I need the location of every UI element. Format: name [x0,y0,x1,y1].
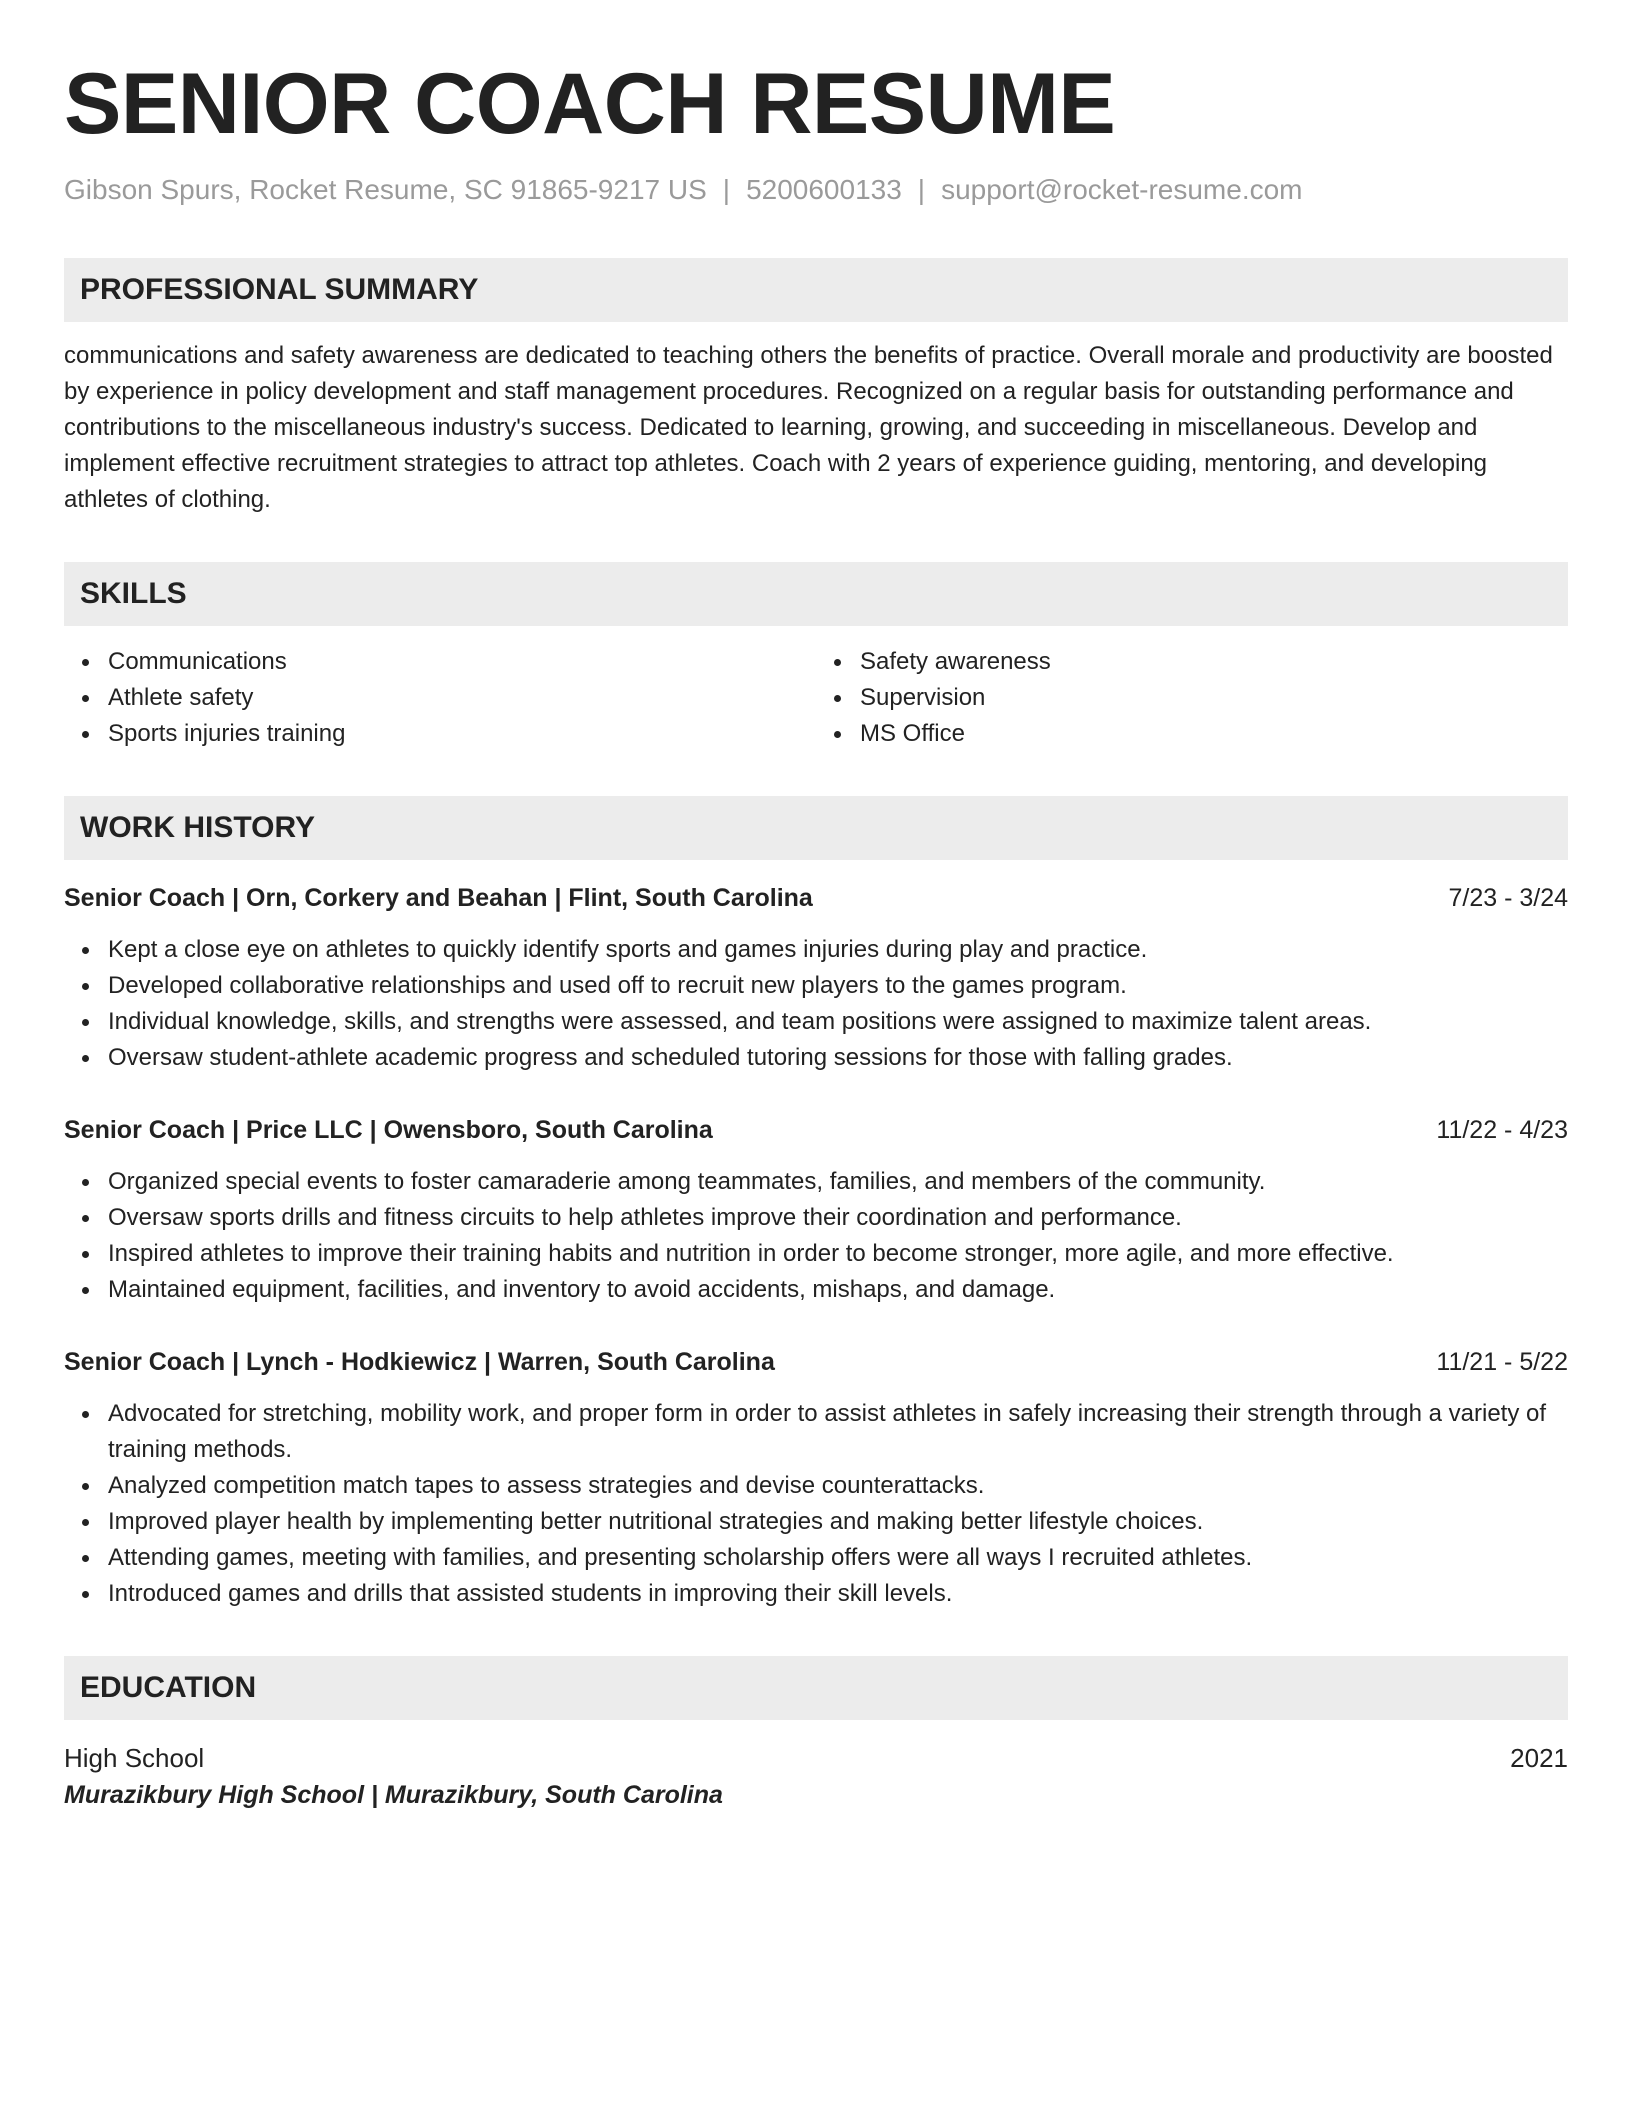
education-entry [64,1740,1568,1814]
job-title: Senior Coach | Price LLC | Owensboro, South Carolina [64,1116,713,1144]
education-section [64,1656,1568,1814]
job-dates: 11/22 - 4/23 [1436,1116,1568,1144]
skills-list [64,644,1568,752]
job-bullet: Introduced games and drills that assisted students in improving their skill levels. [108,1576,1568,1612]
job-bullet: Oversaw student-athlete academic progress and scheduled tutoring sessions for those with falling grades. [108,1040,1568,1076]
job-bullet: Individual knowledge, skills, and strengths were assessed, and team positions were assigned to maximize talent areas. [108,1004,1568,1040]
education-school: Murazikbury High School | Murazikbury, South Carolina [64,1781,723,1809]
skill-item: Athlete safety [108,680,816,716]
job-bullet: Kept a close eye on athletes to quickly identify sports and games injuries during play and practice. [108,932,1568,968]
job-bullet: Analyzed competition match tapes to assess strategies and devise counterattacks. [108,1468,1568,1504]
contact-phone: 5200600133 [746,174,902,205]
job-bullet: Advocated for stretching, mobility work, and proper form in order to assist athletes in safely increasing their strength through a variety of training methods. [108,1396,1568,1468]
education-heading: EDUCATION [64,1656,1568,1720]
skills-column-left [64,644,816,752]
skill-item: MS Office [860,716,1568,752]
skills-column-right [816,644,1568,752]
job-bullet: Improved player health by implementing better nutritional strategies and making better lifestyle choices. [108,1504,1568,1540]
work-history-section [64,796,1568,1612]
job-dates: 7/23 - 3/24 [1448,884,1568,912]
job-title: Senior Coach | Lynch - Hodkiewicz | Warren, South Carolina [64,1348,775,1376]
education-degree: High School [64,1743,205,1773]
skill-item: Safety awareness [860,644,1568,680]
work-history-heading: WORK HISTORY [64,796,1568,860]
job-entry [64,1112,1568,1308]
summary-section [64,258,1568,518]
job-header [64,1112,1568,1148]
job-bullet: Inspired athletes to improve their training habits and nutrition in order to become stronger, more agile, and more effective. [108,1236,1568,1272]
job-bullet: Organized special events to foster camaraderie among teammates, families, and members of the community. [108,1164,1568,1200]
skill-item: Communications [108,644,816,680]
summary-heading: PROFESSIONAL SUMMARY [64,258,1568,322]
page-title: SENIOR COACH RESUME [64,56,1116,152]
education-year: 2021 [1510,1743,1568,1773]
contact-line [64,172,1568,208]
job-bullet: Oversaw sports drills and fitness circuits to help athletes improve their coordination and performance. [108,1200,1568,1236]
job-bullet: Attending games, meeting with families, and presenting scholarship offers were all ways I recruited athletes. [108,1540,1568,1576]
skills-section [64,562,1568,752]
job-title: Senior Coach | Orn, Corkery and Beahan | Flint, South Carolina [64,884,813,912]
contact-email: support@rocket-resume.com [941,174,1303,205]
contact-separator: | [917,174,926,205]
education-header [64,1740,1568,1776]
skill-item: Supervision [860,680,1568,716]
job-header [64,880,1568,916]
job-bullet: Maintained equipment, facilities, and inventory to avoid accidents, mishaps, and damage. [108,1272,1568,1308]
job-entry [64,880,1568,1076]
job-bullets [64,1396,1568,1612]
summary-text: communications and safety awareness are dedicated to teaching others the benefits of practice. Overall morale and productivity are boosted by experience in policy development and staff management procedures. Recognized on a regular basis for outstanding performance and contributions to the miscellaneous industry's success. Dedicated to learning, growing, and succeeding in miscellaneous. Develop and implement effective recruitment strategies to attract top athletes. Coach with 2 years of experience guiding, mentoring, and developing athletes of clothing. [64,342,1553,513]
skills-heading: SKILLS [64,562,1568,626]
contact-address: Gibson Spurs, Rocket Resume, SC 91865-9217 US [64,174,707,205]
contact-separator: | [722,174,731,205]
skill-item: Sports injuries training [108,716,816,752]
job-bullets [64,1164,1568,1308]
job-entry [64,1344,1568,1612]
job-bullet: Developed collaborative relationships and used off to recruit new players to the games program. [108,968,1568,1004]
job-dates: 11/21 - 5/22 [1436,1348,1568,1376]
job-bullets [64,932,1568,1076]
job-header [64,1344,1568,1380]
